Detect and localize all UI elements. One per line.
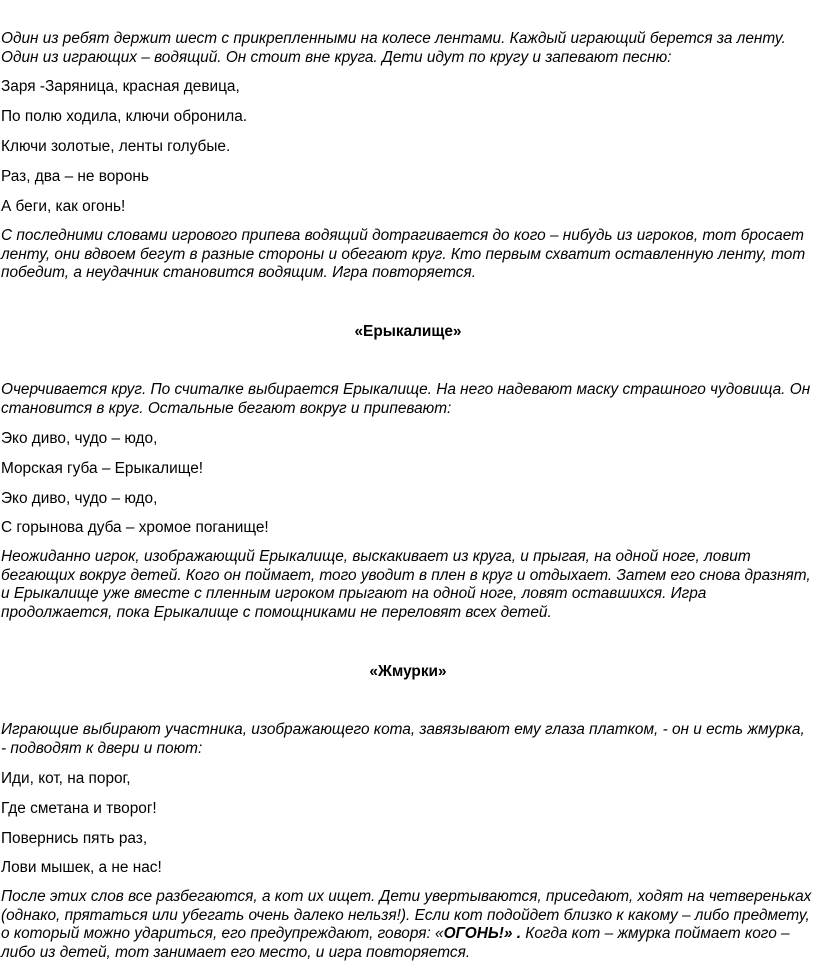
game1-song-line-3: Ключи золотые, ленты голубые. bbox=[1, 138, 231, 155]
game2-song-line-3: Эко диво, чудо – юдо, bbox=[1, 490, 158, 507]
game1-song-line-4: Раз, два – не воронь bbox=[1, 168, 149, 185]
game1-intro: Один из ребят держит шест с прикрепленными на колесе лентами. Каждый играющий берется за ленту. Один из играющих – водящий. Он стоит вне круга. Дети идут по кругу и запевают песню: bbox=[1, 30, 786, 66]
game2-intro: Очерчивается круг. По считалке выбирается Ерыкалище. На него надевают маску страшного чудовища. Он становится в круг. Остальные бегают вокруг и припевают: bbox=[1, 381, 811, 417]
game1-outro: С последними словами игрового припева водящий дотрагивается до кого – нибудь из игроков, тот бросает ленту, они вдвоем бегут в разные стороны и обегают круг. Кто первым схватит оставленную ленту, тот победит, а неудачник становится водящим. Игра повторяется. bbox=[1, 227, 806, 281]
game1-song-line-2: По полю ходила, ключи обронила. bbox=[1, 108, 248, 125]
game3-song-line-2: Где сметана и творог! bbox=[1, 800, 157, 817]
game2-song-line-4: С горынова дуба – хромое поганище! bbox=[1, 519, 269, 536]
game3-outro-text-start: После этих слов все разбегаются, а кот их ищет. Дети увертываются, приседают, ходят на четвереньках (однако, прятаться или убегать очень далеко нельзя!). Если кот подойдет близко к какому – либо предмету, о который можно удариться, его предупреждают, говоря: « bbox=[1, 888, 812, 942]
game2-song-line-1: Эко диво, чудо – юдо, bbox=[1, 430, 158, 447]
game3-song-line-3: Повернись пять раз, bbox=[1, 830, 148, 847]
game3-outro bbox=[1, 888, 813, 962]
game3-intro: Играющие выбирают участника, изображающего кота, завязывают ему глаза платком, - он и есть жмурка, - подводят к двери и поют: bbox=[1, 721, 805, 757]
game2-song-line-2: Морская губа – Ерыкалище! bbox=[1, 460, 204, 477]
game3-song-line-1: Иди, кот, на порог, bbox=[1, 770, 131, 787]
game1-song-line-1: Заря -Заряница, красная девица, bbox=[1, 78, 240, 95]
game3-song-line-4: Лови мышек, а не нас! bbox=[1, 859, 162, 876]
game2-title: «Ерыкалище» bbox=[354, 323, 462, 340]
game3-outro-fire-word: ОГОНЬ!» . bbox=[443, 925, 522, 942]
game2-outro: Неожиданно игрок, изображающий Ерыкалище, выскакивает из круга, и прыгая, на одной ноге, ловит бегающих вокруг детей. Кого он поймает, того уводит в плен в круг и отдыхает. Затем его снова дразнят, и Ерыкалище уже вместе с пленным игроком прыгают на одной ноге, ловят оставшихся. Игра продолжается, пока Ерыкалище с помощниками не переловят всех детей. bbox=[1, 548, 811, 621]
game1-song-line-5: А беги, как огонь! bbox=[1, 198, 126, 215]
game3-outro-text-end: Когда кот – жмурка поймает кого – либо из детей, тот занимает его место, и игра повторяется. bbox=[1, 925, 790, 961]
game3-title: «Жмурки» bbox=[369, 663, 447, 680]
